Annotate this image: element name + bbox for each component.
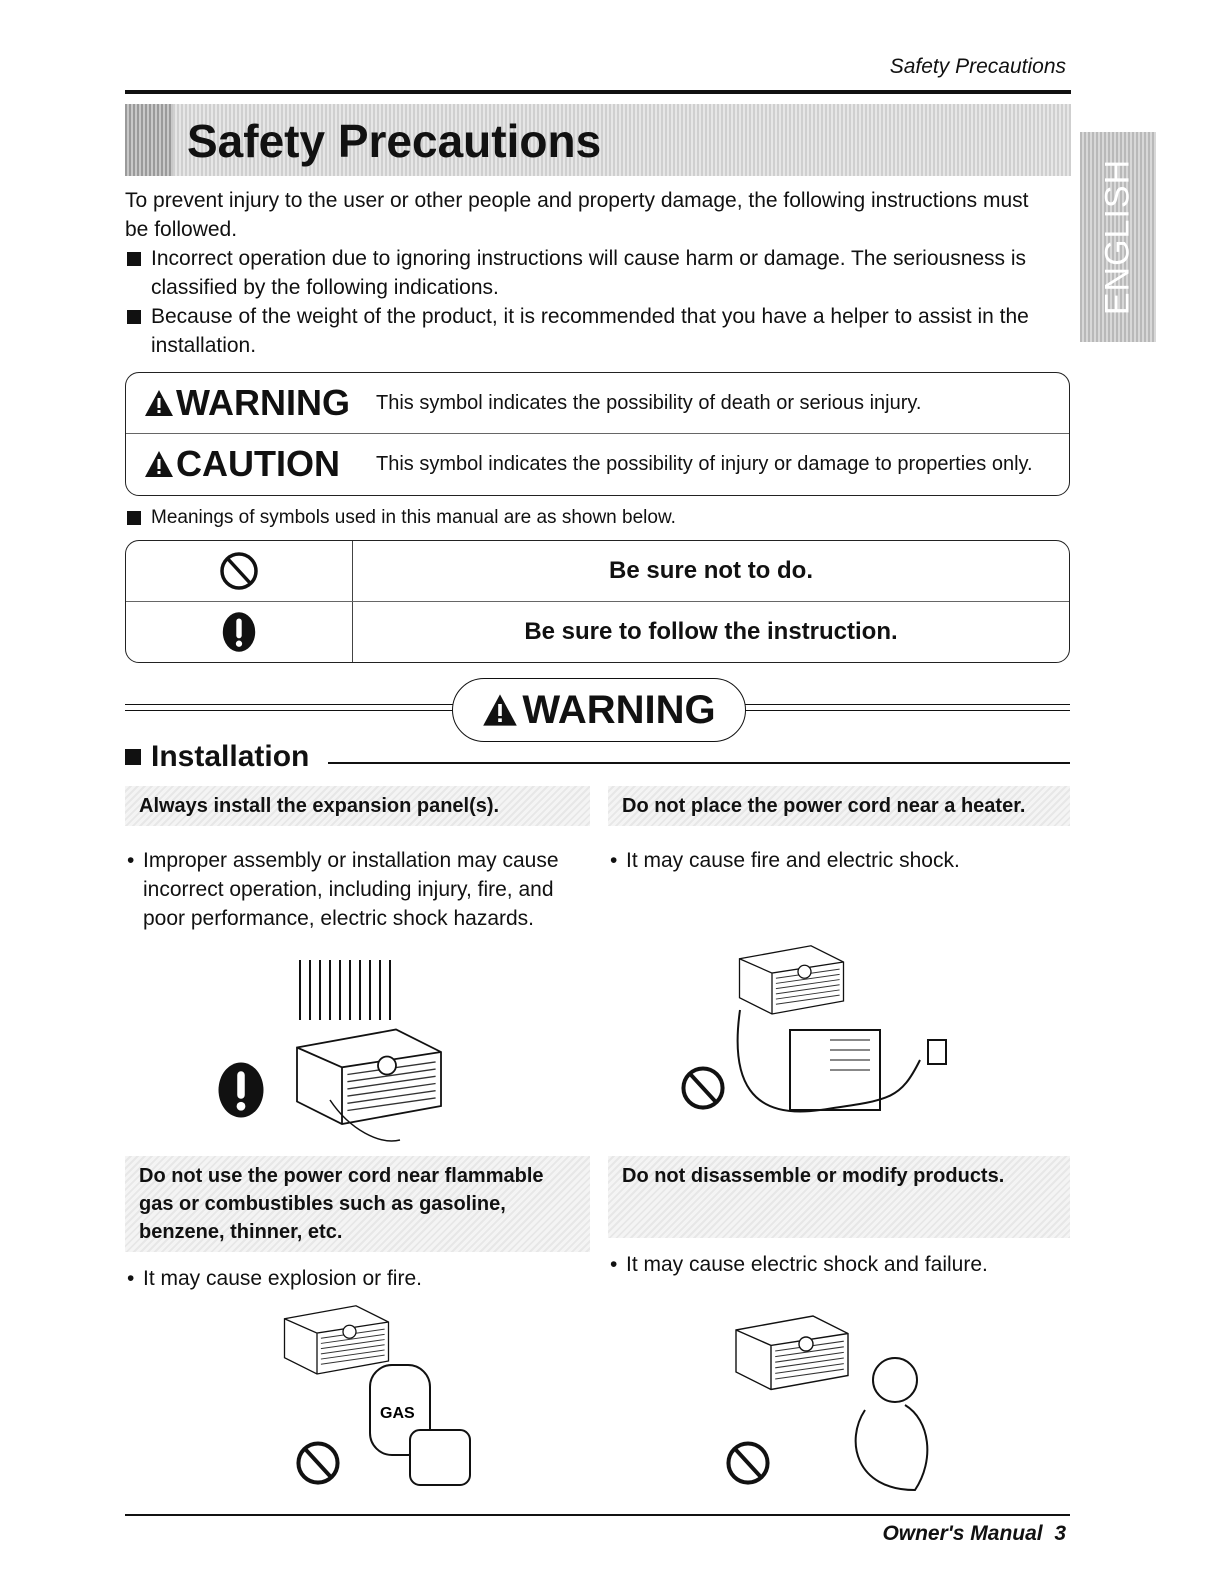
item-heading: Always install the expansion panel(s). — [125, 786, 590, 826]
prohibition-icon — [219, 551, 259, 591]
item-disassemble — [608, 1156, 1070, 1279]
item-flammable-gas — [125, 1156, 590, 1293]
warning-triangle-icon — [144, 449, 174, 479]
footer-rule — [125, 1514, 1070, 1516]
footer — [882, 1522, 1066, 1546]
item-heading: Do not disassemble or modify products. — [608, 1156, 1070, 1238]
gas-label: GAS — [380, 1405, 415, 1422]
section-warning-text: WARNING — [522, 687, 716, 732]
symbol-meaning: Be sure to follow the instruction. — [524, 618, 898, 645]
language-tab — [1080, 132, 1156, 342]
title-banner — [125, 104, 1071, 176]
intro-bullet: Incorrect operation due to ignoring instructions will cause harm or damage. The seriousness is classified by the following indications. — [125, 244, 1055, 302]
level-description: This symbol indicates the possibility of death or serious injury. — [376, 391, 922, 414]
section-title: Installation — [151, 740, 310, 773]
symbol-row — [126, 602, 1069, 662]
level-description: This symbol indicates the possibility of injury or damage to properties only. — [376, 452, 1033, 475]
prohibition-icon — [728, 1443, 767, 1482]
item-cord-heater — [608, 786, 1070, 875]
language-tab-label: ENGLISH — [1098, 158, 1137, 316]
level-label-text: WARNING — [176, 382, 350, 423]
symbol-row — [126, 541, 1069, 602]
item-note: • Improper assembly or installation may cause incorrect operation, including injury, fire, and poor performance, electric shock hazards. — [125, 846, 590, 933]
symbol-meaning: Be sure not to do. — [609, 557, 813, 584]
level-warning — [126, 373, 1069, 434]
mandatory-icon — [221, 610, 257, 654]
level-label — [126, 443, 376, 485]
symbol-cell — [126, 602, 353, 662]
item-heading: Do not place the power cord near a heater. — [608, 786, 1070, 826]
warning-triangle-icon — [144, 388, 174, 418]
section-heading — [125, 740, 309, 774]
illustration-flammable-gas — [260, 1290, 490, 1495]
section-warning-badge — [452, 678, 746, 742]
item-note: • It may cause electric shock and failure. — [608, 1250, 1070, 1279]
intro-bullet: Because of the weight of the product, it is recommended that you have a helper to assist in the installation. — [125, 302, 1055, 360]
level-label — [126, 382, 376, 424]
symbols-intro: Meanings of symbols used in this manual are as shown below. — [125, 503, 1096, 532]
symbol-cell — [126, 541, 353, 601]
running-header: Safety Precautions — [889, 55, 1066, 78]
header-rule — [125, 90, 1071, 94]
item-heading: Do not use the power cord near flammable gas or combustibles such as gasoline, benzene, thinner, etc. — [125, 1156, 590, 1252]
symbols-table — [125, 540, 1070, 663]
intro-text: To prevent injury to the user or other people and property damage, the following instructions must be followed. — [125, 189, 1029, 241]
hazard-levels-box — [125, 372, 1070, 496]
page-number: 3 — [1054, 1522, 1066, 1545]
illustration-cord-heater — [680, 930, 960, 1130]
item-expansion-panel — [125, 786, 590, 933]
banner-stripe — [125, 104, 173, 176]
level-label-text: CAUTION — [176, 443, 340, 484]
illustration-disassemble — [715, 1300, 955, 1495]
level-caution — [126, 434, 1069, 494]
illustration-expansion-panel — [210, 950, 470, 1150]
page-title: Safety Precautions — [187, 115, 602, 167]
mandatory-icon — [219, 1063, 264, 1118]
prohibition-icon — [683, 1068, 722, 1107]
section-rule — [328, 762, 1070, 764]
warning-triangle-icon — [482, 692, 518, 728]
item-note: • It may cause fire and electric shock. — [608, 846, 1070, 875]
prohibition-icon — [298, 1443, 337, 1482]
intro — [125, 186, 1055, 360]
bullet-square — [125, 749, 141, 765]
footer-manual: Owner's Manual — [882, 1522, 1043, 1545]
item-note: • It may cause explosion or fire. — [125, 1264, 590, 1293]
